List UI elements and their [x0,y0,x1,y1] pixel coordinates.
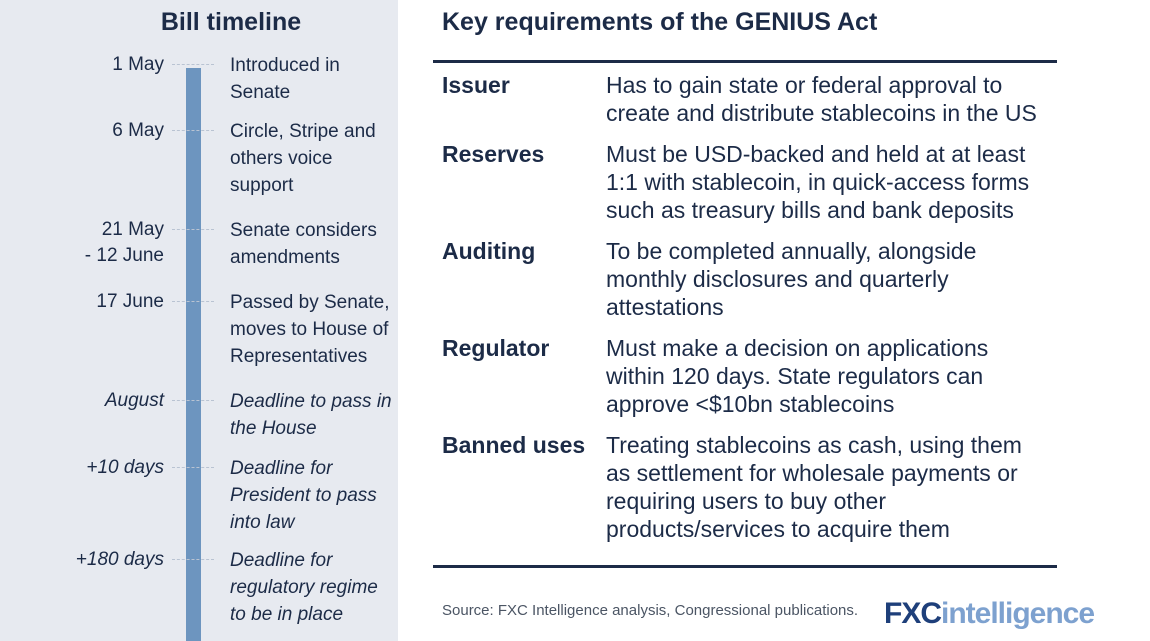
event-description: Deadline to pass in the House [230,391,392,439]
event-date-end: - 12 June [84,245,164,266]
event-date: +10 days [86,457,164,478]
top-divider [433,60,1057,63]
timeline-title: Bill timeline [160,8,302,36]
event-tick [172,301,214,302]
event-date: 1 May [112,54,164,75]
requirement-label: Regulator [442,335,550,361]
requirement-text: Must be USD-backed and held at at least 1:1 with stablecoin, in quick-access forms such as treasury bills and bank deposits [606,141,1030,223]
event-tick [172,400,214,401]
event-date: 6 May [112,120,164,141]
event-date: +180 days [75,549,164,570]
event-tick [172,64,214,65]
event-tick [172,130,214,131]
event-date-start: 21 May [101,219,164,240]
requirement-label: Reserves [442,141,545,167]
bottom-divider [433,565,1057,568]
requirement-label: Issuer [442,72,510,98]
logo-text-fxc: FXC [884,597,941,630]
requirement-text: To be completed annually, alongside monthly disclosures and quarterly attestations [606,238,977,320]
requirement-text: Has to gain state or federal approval to create and distribute stablecoins in the US [606,72,1037,126]
event-description: Senate considers amendments [230,220,377,268]
event-date: 17 June [96,291,164,312]
timeline-panel [0,0,398,641]
requirement-text: Treating stablecoins as cash, using them as settlement for wholesale payments or requiring users to buy other products/services to acquire them [606,432,1022,542]
event-description: Passed by Senate, moves to House of Representatives [230,292,390,367]
event-tick [172,229,214,230]
event-date [85,217,164,269]
event-date: August [104,390,164,411]
logo-text-intelligence: intelligence [941,597,1095,630]
event-description: Deadline for President to pass into law [230,458,377,533]
event-tick [172,559,214,560]
requirement-text: Must make a decision on applications within 120 days. State regulators can approve <$10bn stablecoins [606,335,989,417]
event-description: Introduced in Senate [230,55,340,103]
requirement-label: Banned uses [442,432,586,458]
event-tick [172,467,214,468]
requirement-label: Auditing [442,238,536,264]
requirements-title: Key requirements of the GENIUS Act [442,8,878,36]
fxc-intelligence-logo [884,597,1094,631]
event-description: Deadline for regulatory regime to be in place [230,550,378,625]
source-note: Source: FXC Intelligence analysis, Congressional publications. [442,602,859,619]
event-description: Circle, Stripe and others voice support [230,121,376,196]
timeline-bar [186,68,201,641]
